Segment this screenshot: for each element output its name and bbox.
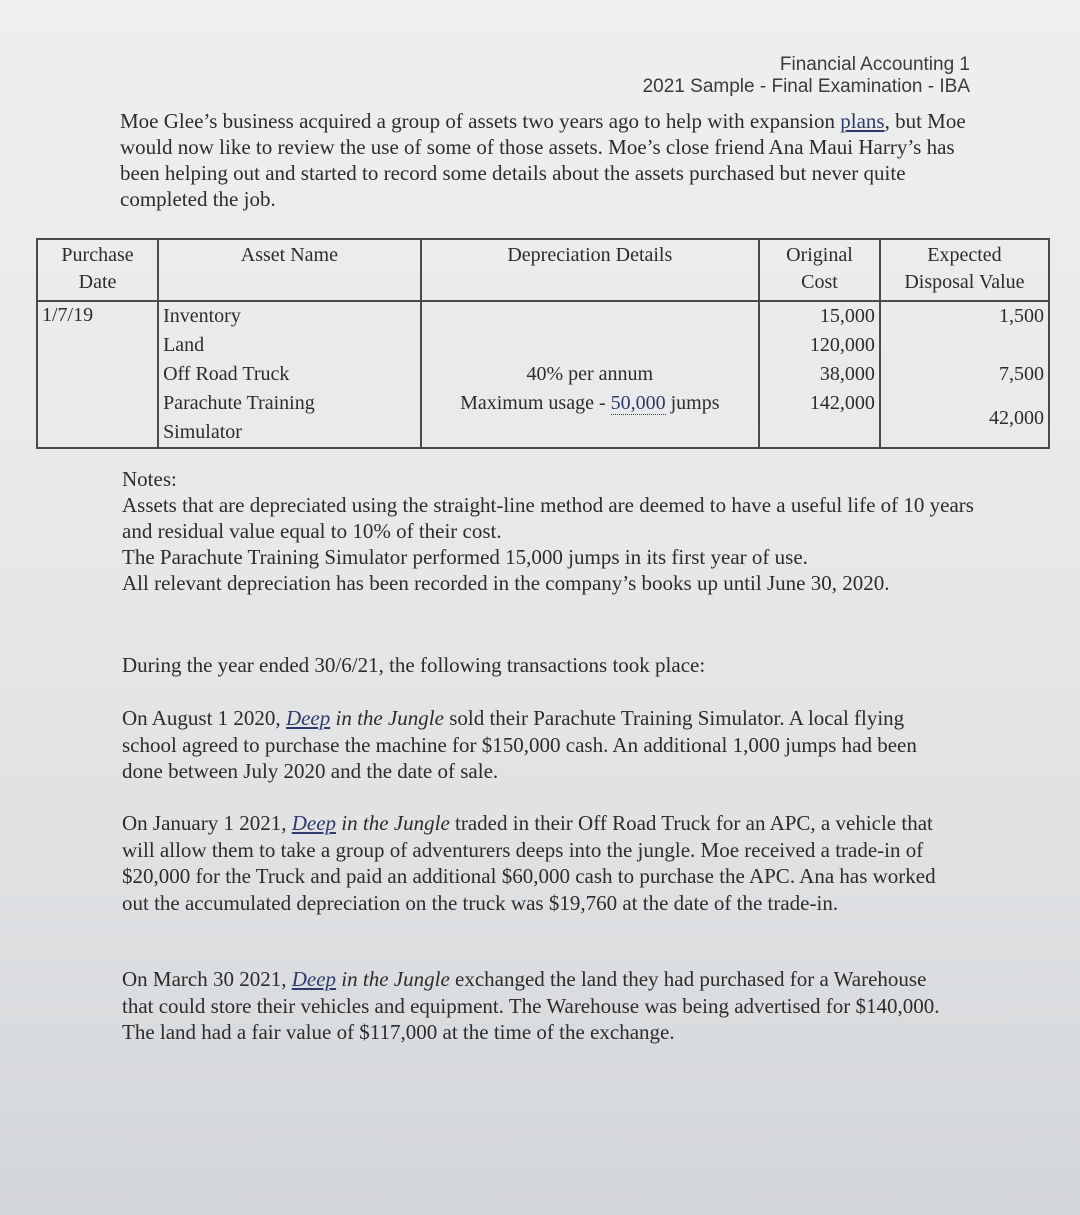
header-cost-line2: Cost bbox=[801, 271, 838, 293]
intro-text-2: , but Moe would now like to review the use of some of those assets. Moe’s close friend Ana Maui Harry’s has been helping out and started to record some details about the assets purchased but never quite completed the job. bbox=[120, 109, 966, 211]
t3-body: exchanged the land they had purchased for a Warehouse that could store their vehicles and equipment. The Warehouse was being advertised for $140,000. The land had a fair value of $117,000 at the time of the exchange. bbox=[122, 967, 940, 1044]
asset-land: Land bbox=[163, 334, 205, 356]
transactions-intro: During the year ended 30/6/21, the following transactions took place: bbox=[122, 653, 706, 677]
company-name-rest: in the Jungle bbox=[336, 967, 450, 991]
header-asset-name: Asset Name bbox=[158, 239, 421, 301]
asset-table bbox=[36, 238, 1050, 449]
header-original-cost bbox=[759, 239, 880, 301]
note-useful-life: Assets that are depreciated using the straight-line method are deemed to have a useful life of 10 years and residual value equal to 10% of their cost. bbox=[122, 493, 974, 543]
company-name bbox=[286, 706, 444, 730]
t3-prefix: On March 30 2021, bbox=[122, 967, 292, 991]
usage-prefix: Maximum usage - bbox=[460, 392, 611, 414]
asset-inventory: Inventory bbox=[163, 305, 241, 327]
company-name bbox=[292, 967, 450, 991]
purchase-date-cell: 1/7/19 bbox=[37, 301, 158, 448]
original-cost-cell bbox=[759, 301, 880, 448]
usage-value: 50,000 bbox=[610, 392, 666, 414]
intro-paragraph bbox=[120, 108, 980, 212]
notes-title: Notes: bbox=[122, 467, 177, 491]
plans-link[interactable]: plans bbox=[840, 109, 885, 133]
asset-simulator-line2: Simulator bbox=[163, 421, 242, 443]
depreciation-cell bbox=[421, 301, 759, 448]
company-name-first: Deep bbox=[291, 967, 337, 991]
table-row bbox=[37, 301, 1049, 448]
header-expected-disposal bbox=[880, 239, 1049, 301]
company-name-rest: in the Jungle bbox=[336, 811, 450, 835]
transaction-truck-trade-in bbox=[122, 810, 952, 916]
notes-section bbox=[122, 466, 982, 596]
transaction-land-exchange bbox=[122, 966, 952, 1046]
disposal-truck: 7,500 bbox=[999, 363, 1044, 385]
t2-prefix: On January 1 2021, bbox=[122, 811, 292, 835]
disposal-value-cell bbox=[880, 301, 1049, 448]
asset-name-cell bbox=[158, 301, 421, 448]
transaction-simulator-sale bbox=[122, 705, 952, 785]
header-disposal-line2: Disposal Value bbox=[904, 271, 1025, 293]
table-header-row bbox=[37, 239, 1049, 301]
header-cost-line1: Original bbox=[786, 244, 853, 266]
disposal-simulator: 42,000 bbox=[989, 407, 1044, 429]
usage-suffix: jumps bbox=[665, 392, 720, 414]
intro-text-1: Moe Glee’s business acquired a group of assets two years ago to help with expansion bbox=[120, 109, 836, 133]
header-disposal-line1: Expected bbox=[927, 244, 1002, 266]
company-name bbox=[292, 811, 450, 835]
header-depreciation-details: Depreciation Details bbox=[421, 239, 759, 301]
note-depreciation-recorded: All relevant depreciation has been recorded in the company’s books up until June 30, 2020. bbox=[122, 571, 890, 595]
simulator-depreciation bbox=[426, 389, 754, 418]
truck-depreciation: 40% per annum bbox=[526, 363, 654, 385]
course-title: Financial Accounting 1 bbox=[779, 54, 970, 75]
cost-inventory: 15,000 bbox=[819, 305, 875, 327]
cost-land: 120,000 bbox=[809, 334, 875, 356]
note-simulator-jumps: The Parachute Training Simulator performed 15,000 jumps in its first year of use. bbox=[122, 545, 808, 569]
company-name-first: Deep bbox=[285, 706, 331, 730]
asset-simulator-line1: Parachute Training bbox=[163, 392, 315, 414]
exam-title: 2021 Sample - Final Examination - IBA bbox=[642, 76, 970, 97]
company-name-rest: in the Jungle bbox=[330, 706, 444, 730]
header-purchase-date: Purchase Date bbox=[37, 239, 158, 301]
cost-truck: 38,000 bbox=[819, 363, 875, 385]
disposal-inventory: 1,500 bbox=[999, 305, 1044, 327]
t1-body: sold their Parachute Training Simulator. A local flying school agreed to purchase the machine for $150,000 cash. An additional 1,000 jumps had been done between July 2020 and the date of sale. bbox=[122, 706, 917, 783]
document-header bbox=[643, 54, 970, 98]
t1-prefix: On August 1 2020, bbox=[122, 706, 286, 730]
asset-truck: Off Road Truck bbox=[163, 363, 290, 385]
t2-body: traded in their Off Road Truck for an APC, a vehicle that will allow them to take a group of adventurers deeps into the jungle. Moe received a trade-in of $20,000 for the Truck and paid an additional $60,000 cash to purchase the APC. Ana has worked out the accumulated depreciation on the truck was $19,760 at the date of the trade-in. bbox=[122, 811, 936, 915]
cost-simulator: 142,000 bbox=[809, 392, 875, 414]
company-name-first: Deep bbox=[291, 811, 337, 835]
